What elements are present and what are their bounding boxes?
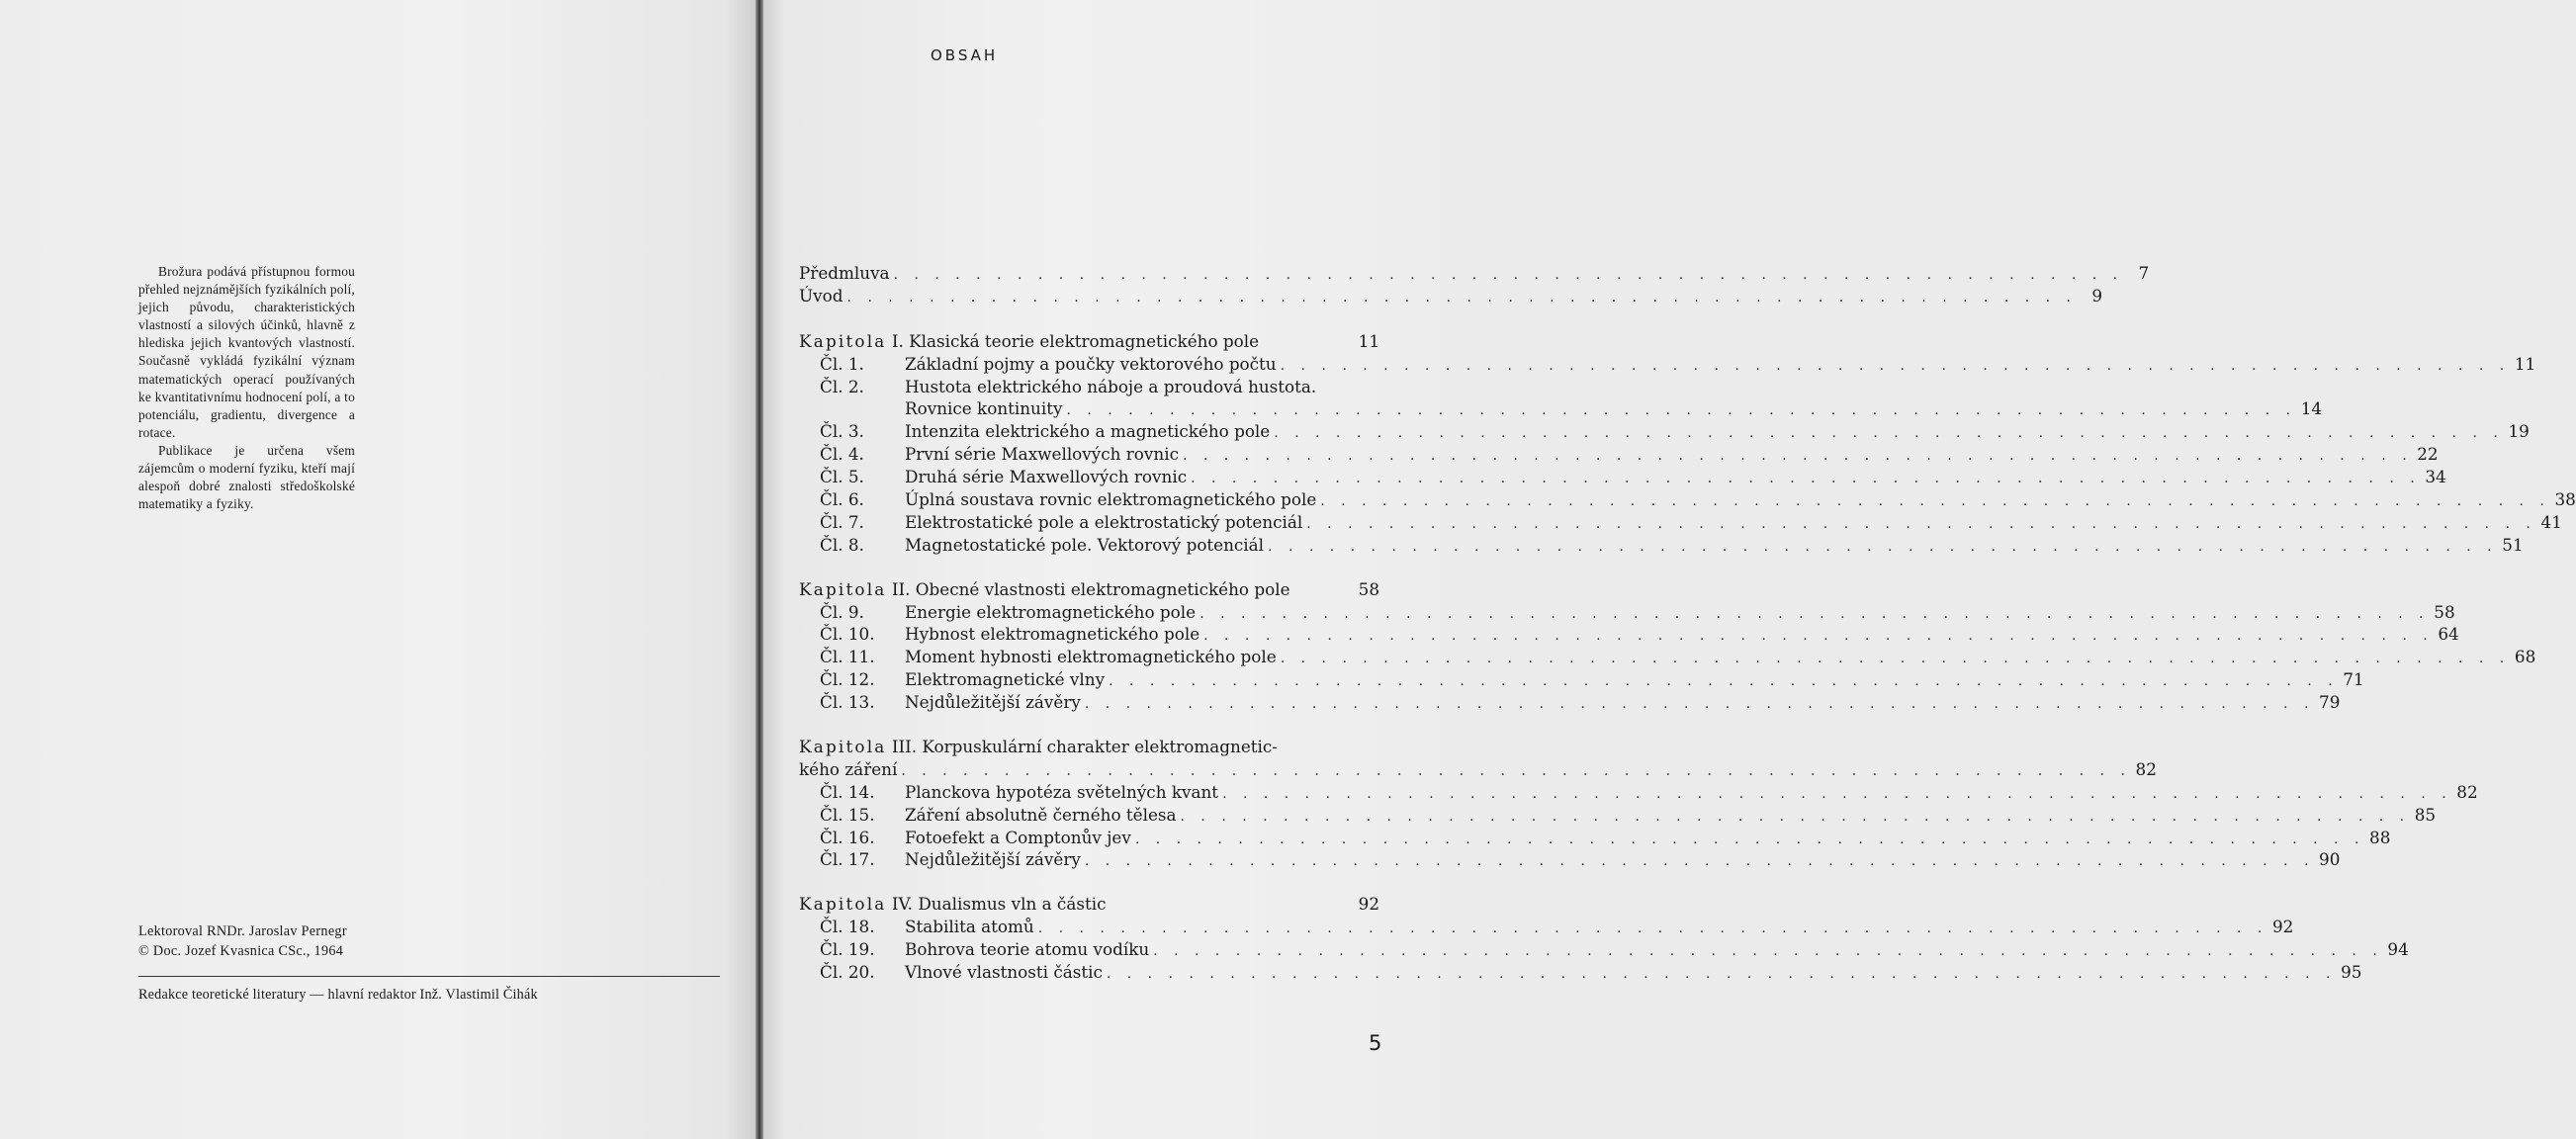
toc-article — [799, 601, 2455, 624]
article-number: Čl. 18. — [820, 917, 875, 937]
toc-page-number: 9 — [2091, 285, 2103, 306]
article-number: Čl. 6. — [820, 489, 864, 510]
page-number: 5 — [1369, 1031, 1382, 1055]
article-number: Čl. 7. — [820, 511, 864, 532]
toc-article — [799, 443, 2439, 466]
toc-article — [799, 511, 2562, 534]
toc-article — [799, 827, 2391, 849]
leader-dots: . . . . . . . . . . . . . . . . . . . . . . . . . . . . . . . . . . . . . . . . . . . . . . . . . . . . . . . . . . . . — [1306, 515, 2536, 532]
leader-dots: . . . . . . . . . . . . . . . . . . . . . . . . . . . . . . . . . . . . . . . . . . . . . . . . . . . . . . . . . . . . — [1320, 493, 2550, 510]
leader-dots: . . . . . . . . . . . . . . . . . . . . . . . . . . . . . . . . . . . . . . . . . . . . . . . . . . . . . . . . . . . . — [1066, 402, 2297, 419]
article-title: První série Maxwellových rovnic — [905, 444, 1179, 465]
leader-dots: . . . . . . . . . . . . . . . . . . . . . . . . . . . . . . . . . . . . . . . . . . . . . . . . . . . . . . . . . . . . — [1222, 785, 2452, 802]
article-number: Čl. 13. — [820, 692, 875, 713]
leader-dots: . . . . . . . . . . . . . . . . . . . . . . . . . . . . . . . . . . . . . . . . . . . . . . . . . . . . . . . . . . . . — [1153, 943, 2383, 960]
article-label — [820, 353, 1277, 376]
article-label — [820, 601, 1196, 624]
leader-dots: . . . . . . . . . . . . . . . . . . . . . . . . . . . . . . . . . . . . . . . . . . . . . . . . . . . . . . . . . . . . — [1199, 605, 2430, 622]
toc-page-number: 92 — [2271, 917, 2294, 937]
article-label — [820, 623, 1199, 646]
toc-page-number: 7 — [2138, 263, 2150, 283]
leader-dots: . . . . . . . . . . . . . . . . . . . . . . . . . . . . . . . . . . . . . . . . . . . . . . . . . . . . . . . . . . . . — [1109, 673, 2339, 690]
article-label — [820, 488, 1316, 511]
article-label — [820, 376, 1316, 398]
chapter-title — [799, 578, 1290, 601]
toc-chapter-heading — [799, 330, 1379, 353]
toc-page-number: 58 — [2434, 601, 2455, 622]
article-number: Čl. 16. — [820, 827, 875, 847]
toc-article — [799, 420, 2530, 443]
leader-dots: . . . . . . . . . . . . . . . . . . . . . . . . . . . . . . . . . . . . . . . . . . . . . . . . . . . . . . . . . . . . — [1280, 357, 2511, 374]
editorial-line: Redakce teoretické literatury — hlavní redaktor Inž. Vlastimil Čihák — [138, 987, 538, 1003]
article-title: Vlnové vlastnosti částic — [905, 962, 1103, 983]
toc-page-number: 90 — [2319, 849, 2341, 870]
toc-title: OBSAH — [931, 46, 999, 64]
article-title: Magnetostatické pole. Vektorový potenciál — [905, 534, 1265, 555]
toc-page-number: 92 — [1358, 894, 1379, 915]
chapter-prefix: Kapitola — [799, 330, 887, 351]
toc-page-number: 88 — [2369, 827, 2391, 847]
article-title: Hybnost elektromagnetického pole — [905, 624, 1200, 645]
article-number: Čl. 4. — [820, 444, 864, 465]
article-number: Čl. 1. — [820, 353, 864, 374]
leader-dots: . . . . . . . . . . . . . . . . . . . . . . . . . . . . . . . . . . . . . . . . . . . . . . . . . . . . . . . . . . . . — [901, 762, 2131, 779]
article-title: Planckova hypotéza světelných kvant — [905, 781, 1219, 802]
article-title: Hustota elektrického náboje a proudová hustota. — [905, 376, 1317, 396]
leader-dots: . . . . . . . . . . . . . . . . . . . . . . . . . . . . . . . . . . . . . . . . . . . . . . . . . . . . . . . . . . . . — [1191, 471, 2421, 487]
chapter-numeral: IV. — [891, 894, 913, 915]
leader-dots: . . . . . . . . . . . . . . . . . . . . . . . . . . . . . . . . . . . . . . . . . . . . . . . . . . . . . . . . . . . . — [1182, 448, 2413, 465]
article-label — [820, 804, 1177, 827]
chapter-name: Obecné vlastnosti elektromagnetického pole — [915, 578, 1290, 599]
divider-rule — [138, 976, 720, 977]
toc-article-cont — [799, 397, 2323, 420]
toc-page-number: 22 — [2417, 444, 2439, 465]
article-title: Moment hybnosti elektromagnetického pole — [905, 647, 1277, 667]
leader-dots: . . . . . . . . . . . . . . . . . . . . . . . . . . . . . . . . . . . . . . . . . . . . . . . . . . . . . . . . . . . . — [1203, 628, 2434, 645]
toc-article — [799, 848, 2341, 871]
chapter-gap — [799, 871, 1379, 893]
chapter-gap — [799, 714, 1379, 736]
article-title: Základní pojmy a poučky vektorového počtu — [905, 353, 1277, 374]
toc-article — [799, 376, 1379, 398]
article-label — [820, 848, 1081, 871]
chapter-prefix: Kapitola — [799, 578, 887, 599]
toc-article — [799, 691, 2341, 714]
article-label — [820, 827, 1131, 849]
toc-page-number: 34 — [2425, 467, 2446, 487]
chapter-numeral: III. — [891, 737, 918, 757]
toc-page-number: 19 — [2508, 421, 2530, 442]
article-number: Čl. 9. — [820, 601, 864, 622]
article-title: Fotoefekt a Comptonův jev — [905, 827, 1131, 847]
toc-entry-label: Předmluva — [799, 263, 890, 283]
leader-dots: . . . . . . . . . . . . . . . . . . . . . . . . . . . . . . . . . . . . . . . . . . . . . . . . . . . . . . . . . . . . — [1268, 538, 2498, 555]
article-number: Čl. 14. — [820, 781, 875, 802]
article-title: Nejdůležitější závěry — [905, 849, 1081, 870]
chapter-prefix: Kapitola — [799, 894, 887, 915]
leader-dots: . . . . . . . . . . . . . . . . . . . . . . . . . . . . . . . . . . . . . . . . . . . . . . . . . . . . . . . . . . . . — [1134, 831, 2365, 847]
toc-page-number: 51 — [2502, 534, 2524, 555]
chapter-name-cont: kého záření — [799, 758, 898, 779]
toc-article — [799, 623, 2459, 646]
article-number: Čl. 5. — [820, 467, 864, 487]
toc-article — [799, 353, 2536, 376]
left-page — [0, 0, 755, 1139]
article-label — [820, 781, 1218, 804]
reviewer-line: Lektoroval RNDr. Jaroslav Pernegr — [138, 923, 347, 939]
toc-chapter-heading — [799, 578, 1379, 601]
article-title-cont: Rovnice kontinuity — [905, 398, 1063, 419]
article-title: Druhá série Maxwellových rovnic — [905, 467, 1188, 487]
article-title: Intenzita elektrického a magnetického pole — [905, 421, 1271, 442]
chapter-name: Korpuskulární charakter elektromagnetic- — [922, 737, 1278, 757]
article-label — [820, 466, 1187, 488]
credits — [138, 921, 347, 961]
toc-chapter-heading-cont — [799, 758, 2157, 781]
toc-page-number: 79 — [2319, 692, 2341, 713]
toc-page-number: 14 — [2300, 398, 2323, 419]
leader-dots: . . . . . . . . . . . . . . . . . . . . . . . . . . . . . . . . . . . . . . . . . . . . . . . . . . . . . . . . . . . . — [1084, 853, 2315, 870]
article-title: Elektromagnetické vlny — [905, 669, 1106, 690]
toc-page-number: 95 — [2341, 962, 2362, 983]
toc-article — [799, 961, 2362, 984]
toc-page-number: 41 — [2540, 511, 2562, 532]
article-number: Čl. 8. — [820, 534, 864, 555]
article-label — [820, 534, 1264, 557]
article-label — [820, 916, 1034, 938]
article-number: Čl. 12. — [820, 669, 875, 690]
leader-dots: . . . . . . . . . . . . . . . . . . . . . . . . . . . . . . . . . . . . . . . . . . . . . . . . . . . . . . . . . . . . — [1084, 696, 2315, 713]
article-number: Čl. 10. — [820, 624, 875, 645]
article-number: Čl. 17. — [820, 849, 875, 870]
leader-dots: . . . . . . . . . . . . . . . . . . . . . . . . . . . . . . . . . . . . . . . . . . . . . . . . . . . . . . . . . . . . — [1274, 425, 2504, 442]
chapter-prefix: Kapitola — [799, 737, 887, 757]
article-title: Nejdůležitější závěry — [905, 692, 1081, 713]
toc-page-number: 68 — [2514, 647, 2536, 667]
leader-dots: . . . . . . . . . . . . . . . . . . . . . . . . . . . . . . . . . . . . . . . . . . . . . . . . . . . . . . . . . . . . — [1280, 651, 2511, 667]
toc-article — [799, 916, 2294, 938]
chapter-title — [799, 893, 1106, 916]
toc-page-number: 82 — [2135, 758, 2157, 779]
chapter-gap — [799, 557, 1379, 578]
toc-article — [799, 781, 2478, 804]
table-of-contents — [799, 262, 2576, 984]
toc-article — [799, 534, 2524, 557]
toc-article — [799, 668, 2364, 691]
chapter-numeral: II. — [891, 578, 911, 599]
leader-dots: . . . . . . . . . . . . . . . . . . . . . . . . . . . . . . . . . . . . . . . . . . . . . . . . . . . . . . . . . . . . — [846, 289, 2078, 306]
chapter-name: Klasická teorie elektromagnetického pole — [909, 330, 1260, 351]
toc-page-number: 11 — [1358, 330, 1379, 351]
blurb-paragraph: Publikace je určena všem zájemcům o moderní fyziku, kteří mají alespoň dobré znalosti středoškolské matematiky a fyziky. — [138, 442, 355, 512]
article-label — [820, 646, 1277, 668]
chapter-title — [799, 330, 1259, 353]
book-gutter — [755, 0, 763, 1139]
leader-dots: . . . . . . . . . . . . . . . . . . . . . . . . . . . . . . . . . . . . . . . . . . . . . . . . . . . . . . . . . . . . — [1180, 808, 2411, 825]
chapter-name: Dualismus vln a částic — [918, 894, 1107, 915]
article-title: Bohrova teorie atomu vodíku — [905, 939, 1150, 960]
article-label — [820, 443, 1179, 466]
article-label — [820, 511, 1302, 534]
toc-entry-front — [799, 262, 2150, 285]
leader-dots: . . . . . . . . . . . . . . . . . . . . . . . . . . . . . . . . . . . . . . . . . . . . . . . . . . . . . . . . . . . . — [1037, 920, 2268, 937]
copyright-line: © Doc. Jozef Kvasnica CSc., 1964 — [138, 943, 344, 959]
toc-page-number: 71 — [2343, 669, 2364, 690]
toc-page-number: 38 — [2554, 489, 2576, 510]
toc-page-number: 82 — [2456, 781, 2478, 802]
toc-entry-label: Úvod — [799, 285, 844, 306]
article-title: Záření absolutně černého tělesa — [905, 804, 1177, 825]
toc-article — [799, 804, 2437, 827]
article-number: Čl. 11. — [820, 647, 875, 667]
toc-entry-front — [799, 285, 2103, 307]
article-title: Úplná soustava rovnic elektromagnetického pole — [905, 489, 1317, 510]
article-label — [820, 668, 1105, 691]
toc-page-number: 11 — [2514, 353, 2536, 374]
article-label — [820, 961, 1103, 984]
article-number: Čl. 15. — [820, 804, 875, 825]
article-title: Stabilita atomů — [905, 917, 1034, 937]
book-blurb — [138, 263, 355, 513]
toc-article — [799, 488, 2576, 511]
article-number: Čl. 3. — [820, 421, 864, 442]
toc-page-number: 58 — [1358, 578, 1379, 599]
article-title: Elektrostatické pole a elektrostatický potenciál — [905, 511, 1303, 532]
article-label — [820, 420, 1270, 443]
toc-article — [799, 466, 2446, 488]
chapter-numeral: I. — [891, 330, 904, 351]
leader-dots: . . . . . . . . . . . . . . . . . . . . . . . . . . . . . . . . . . . . . . . . . . . . . . . . . . . . . . . . . . . . — [1106, 966, 2337, 983]
article-label — [820, 938, 1149, 961]
blurb-paragraph: Brožura podává přístupnou formou přehled nejznámějších fyzikálních polí, jejich původu, charakteristických vlastností a silových účinků, hlavně z hlediska jejich kvantových vlastností. Současně vykládá fyzikální význam matematických operací používaných ke kvantitativnímu hodnocení polí, a to potenciálu, gradientu, divergence a rotace. — [138, 264, 355, 440]
chapter-gap — [799, 307, 1379, 330]
toc-article — [799, 646, 2536, 668]
chapter-title — [799, 736, 1278, 758]
toc-chapter-heading — [799, 736, 1379, 758]
article-number: Čl. 2. — [820, 376, 864, 396]
leader-dots: . . . . . . . . . . . . . . . . . . . . . . . . . . . . . . . . . . . . . . . . . . . . . . . . . . . . . . . . . . . . — [893, 267, 2124, 283]
article-number: Čl. 19. — [820, 939, 875, 960]
toc-page-number: 85 — [2414, 804, 2437, 825]
toc-page-number: 94 — [2387, 939, 2409, 960]
article-number: Čl. 20. — [820, 962, 875, 983]
article-label — [820, 691, 1081, 714]
article-title: Energie elektromagnetického pole — [905, 601, 1197, 622]
toc-chapter-heading — [799, 893, 1379, 916]
toc-article — [799, 938, 2409, 961]
toc-page-number: 64 — [2438, 624, 2459, 645]
